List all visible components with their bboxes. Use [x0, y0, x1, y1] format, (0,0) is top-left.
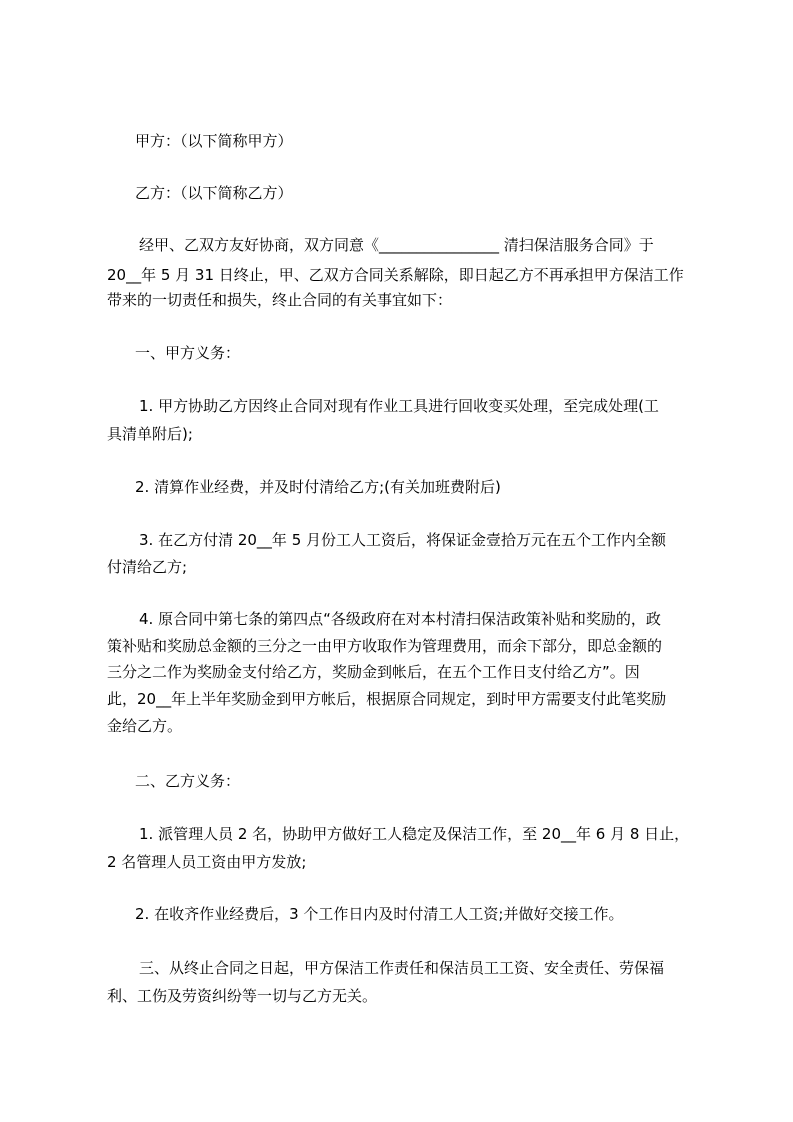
- section-c-line-1: 三、从终止合同之日起，甲方保洁工作责任和保洁员工工资、安全责任、劳保福: [139, 959, 665, 977]
- a3-line-2: 付清给乙方;: [107, 558, 188, 576]
- a1-line-1: 1. 甲方协助乙方因终止合同对现有作业工具进行回收变买处理，至完成处理(工: [139, 397, 659, 415]
- a2-line-1: 2. 清算作业经费，并及时付清给乙方;(有关加班费附后): [135, 478, 501, 496]
- a4-line-1: 4. 原合同中第七条的第四点“各级政府在对本村清扫保洁政策补贴和奖励的，政: [139, 610, 661, 628]
- intro-line-3: 带来的一切责任和损失，终止合同的有关事宜如下：: [107, 291, 453, 309]
- section-a-title: 一、甲方义务：: [135, 344, 241, 362]
- a1-line-2: 具清单附后);: [107, 425, 193, 443]
- b1-line-1: 1. 派管理人员 2 名，协助甲方做好工人稳定及保洁工作，至 20__年 6 月 8 日止，: [139, 825, 690, 843]
- a4-line-2: 策补贴和奖励总金额的三分之一由甲方收取作为管理费用，而余下部分，即总金额的: [107, 637, 663, 655]
- intro-line-1: 经甲、乙双方友好协商，双方同意《________________ 清扫保洁服务合同》于: [139, 236, 654, 254]
- party-b-line: 乙方：（以下简称乙方）: [135, 184, 293, 202]
- a3-line-1: 3. 在乙方付清 20__年 5 月份工人工资后，将保证金壹拾万元在五个工作内全额: [139, 531, 667, 549]
- b2-line-1: 2. 在收齐作业经费后，3 个工作日内及时付清工人工资;并做好交接工作。: [135, 905, 624, 923]
- a4-line-3: 三分之二作为奖励金支付给乙方，奖励金到帐后，在五个工作日支付给乙方”。因: [107, 663, 640, 681]
- b1-line-2: 2 名管理人员工资由甲方发放;: [107, 853, 307, 871]
- party-a-line: 甲方：（以下简称甲方）: [135, 132, 293, 150]
- intro-line-2: 20__年 5 月 31 日终止，甲、乙双方合同关系解除，即日起乙方不再承担甲方保洁工作: [107, 266, 684, 284]
- a4-line-4: 此，20__年上半年奖励金到甲方帐后，根据原合同规定，到时甲方需要支付此笔奖励: [107, 690, 667, 708]
- section-c-line-2: 利、工伤及劳资纠纷等一切与乙方无关。: [107, 987, 378, 1005]
- section-b-title: 二、乙方义务：: [135, 772, 241, 790]
- a4-line-5: 金给乙方。: [107, 717, 183, 735]
